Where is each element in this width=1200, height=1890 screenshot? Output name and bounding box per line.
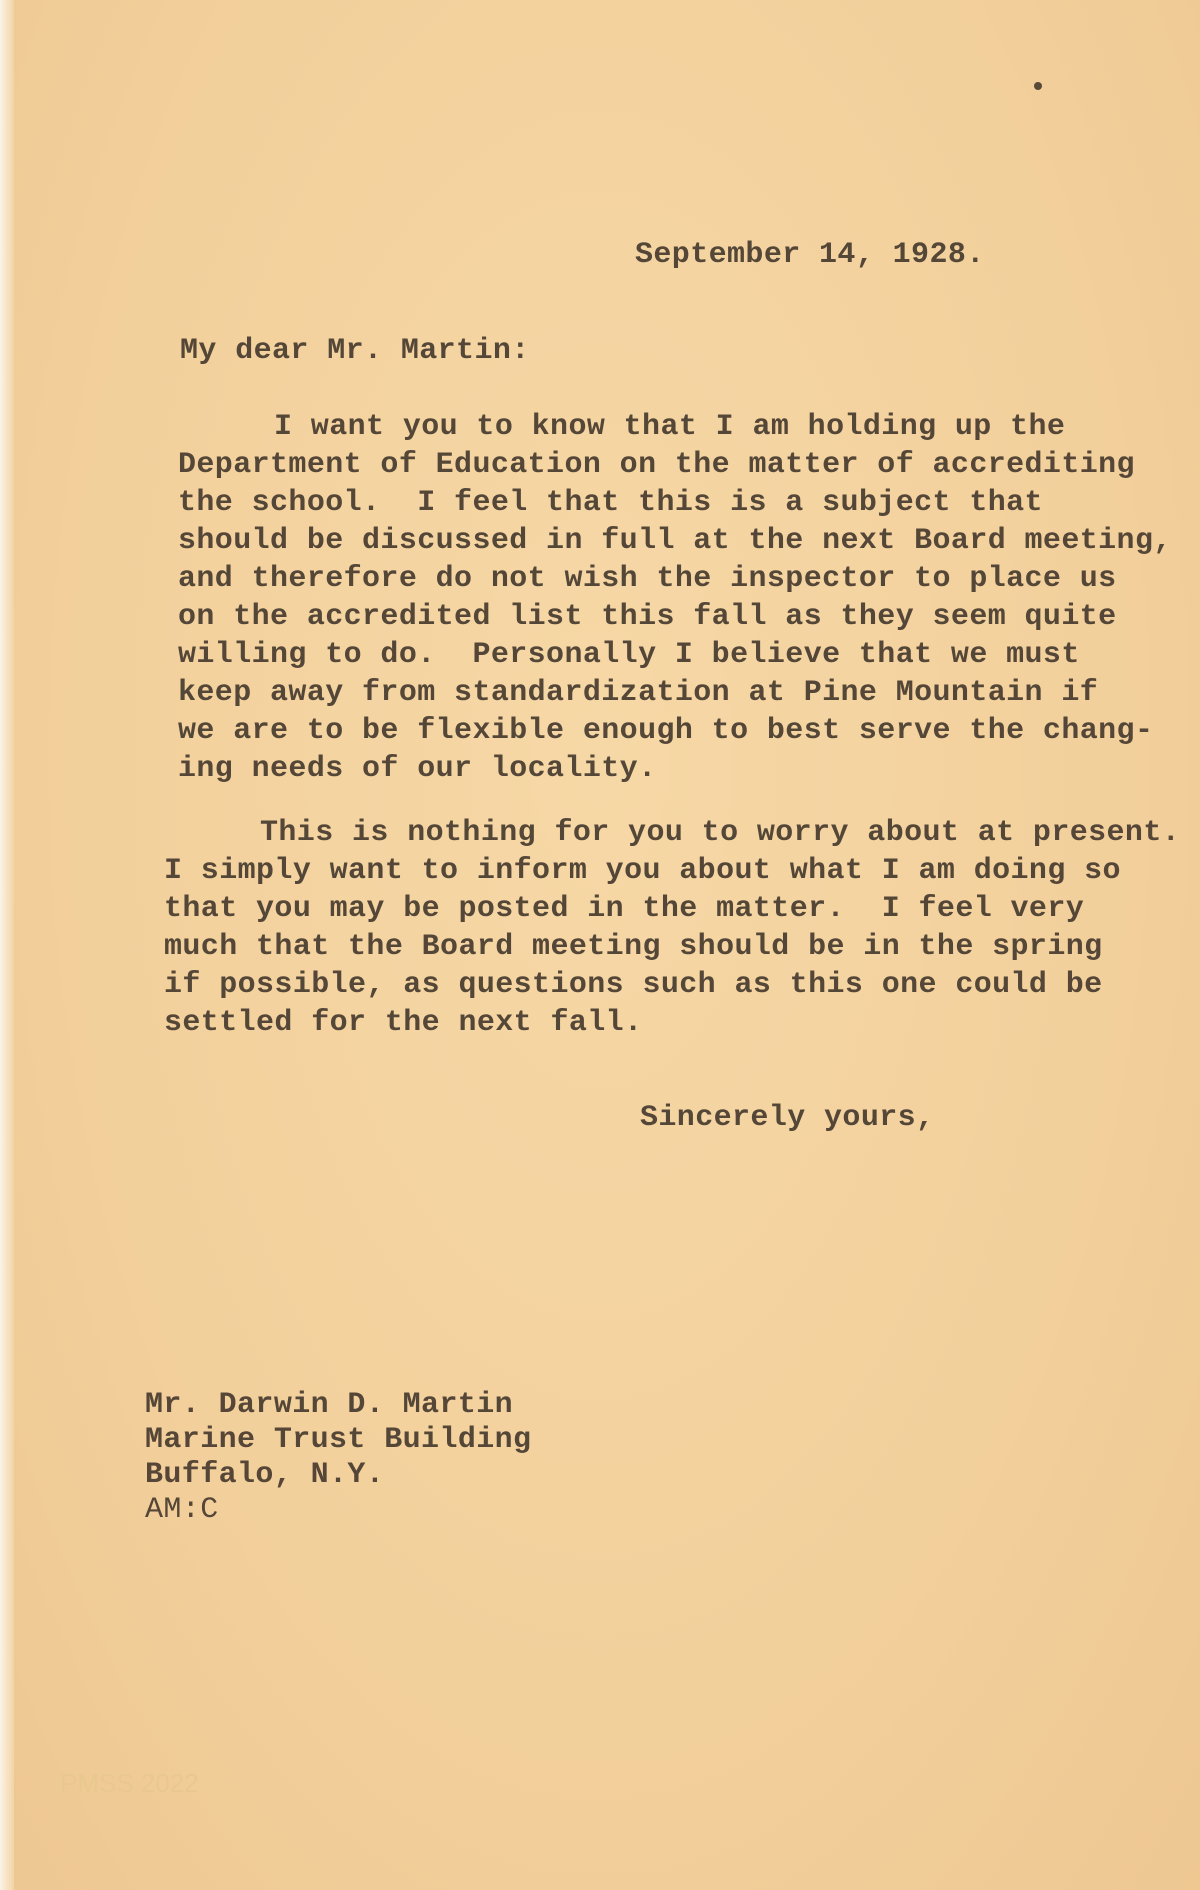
recipient-address [145,1388,531,1528]
closing: Sincerely yours, [640,1101,935,1135]
paragraph-line: the school. I feel that this is a subject that [178,486,1043,520]
address-line: Mr. Darwin D. Martin [145,1388,514,1422]
ink-spot [1034,82,1042,90]
address-line: Marine Trust Building [145,1423,532,1457]
letter-date: September 14, 1928. [635,238,985,272]
paper-edge [0,0,14,1890]
paragraph-line: willing to do. Personally I believe that we must [178,638,1080,672]
watermark: PMSS 2022 [60,1768,199,1798]
address-line: Buffalo, N.Y. [145,1458,385,1492]
paragraph-line: if possible, as questions such as this one could be [164,968,1103,1002]
paragraph-line: This is nothing for you to worry about at present. [260,816,1181,850]
paragraph-line: Department of Education on the matter of accrediting [178,448,1135,482]
paragraph-line: and therefore do not wish the inspector to place us [178,562,1117,596]
paragraph-line: keep away from standardization at Pine Mountain if [178,676,1099,710]
typist-initials: AM:C [145,1493,219,1527]
paragraph-line: on the accredited list this fall as they seem quite [178,600,1117,634]
paragraph-line: we are to be flexible enough to best serve the chang- [178,714,1154,748]
paragraph-line: ing needs of our locality. [178,752,657,786]
paragraph-line: that you may be posted in the matter. I feel very [164,892,1085,926]
salutation: My dear Mr. Martin: [180,334,530,368]
paragraph-line: I want you to know that I am holding up the [274,410,1066,444]
paragraph-line: settled for the next fall. [164,1006,643,1040]
paragraph-2 [164,814,1180,1042]
paragraph-line: should be discussed in full at the next Board meeting, [178,524,1172,558]
paragraph-line: much that the Board meeting should be in the spring [164,930,1103,964]
paragraph-line: I simply want to inform you about what I am doing so [164,854,1121,888]
paragraph-1 [178,408,1172,788]
